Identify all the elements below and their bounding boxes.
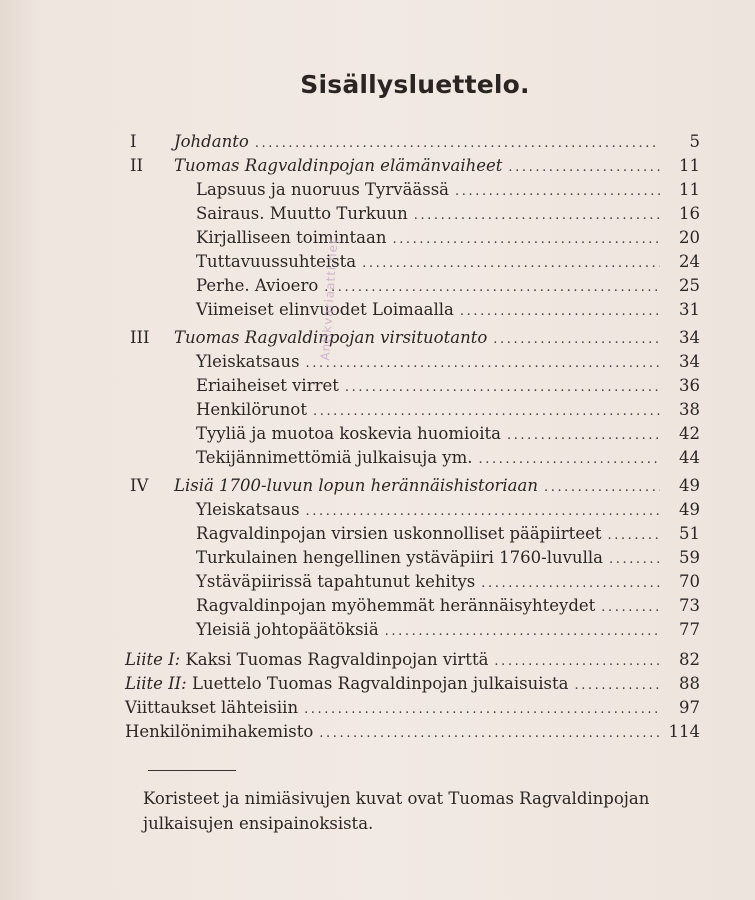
dot-leader: [574, 674, 660, 698]
toc-entry: [125, 672, 700, 696]
entry-text: Turkulainen hengellinen ystäväpiiri 1760-luvulla: [196, 548, 603, 567]
dot-leader: [385, 620, 660, 644]
watermark: Antikvariaatti.net: [318, 237, 341, 361]
page-number: 25: [679, 276, 700, 295]
appendix-label: Liite I:: [125, 650, 181, 669]
dot-leader: [313, 400, 660, 424]
toc-entry: [196, 298, 700, 322]
toc-entry: [196, 250, 700, 274]
page-number: 38: [679, 400, 700, 419]
page-number: 59: [679, 548, 700, 567]
dot-leader: [479, 448, 661, 472]
footnote-text: Koristeet ja nimiäsivujen kuvat ovat Tuomas Ragvaldinpojan julkaisujen ensipainoksista.: [143, 789, 650, 833]
dot-leader: [324, 276, 660, 300]
section-title: [196, 546, 603, 570]
entry-text: Tekijännimettömiä julkaisuja ym.: [196, 448, 473, 467]
dot-leader: [508, 156, 660, 180]
entry-text: Kaksi Tuomas Ragvaldinpojan virttä: [185, 650, 489, 669]
page-number: 11: [679, 180, 700, 199]
toc-entry: [196, 398, 700, 422]
entry-text: Eriaiheiset virret: [196, 376, 339, 395]
chapter-number: I: [130, 132, 137, 151]
dot-leader: [255, 132, 660, 156]
footnote-divider: [148, 770, 236, 771]
dot-leader: [607, 524, 660, 548]
entry-text: Tuttavuussuhteista: [196, 252, 357, 271]
section-title: [196, 374, 339, 398]
page-number: 11: [679, 156, 700, 175]
entry-text: Tuomas Ragvaldinpojan elämänvaiheet: [174, 156, 503, 175]
entry-text: Henkilönimihakemisto: [125, 722, 314, 741]
entry-text: Henkilörunot: [196, 400, 307, 419]
dot-leader: [306, 352, 660, 376]
section-title: [196, 498, 300, 522]
section-title: [196, 618, 379, 642]
toc-entry: [196, 498, 700, 522]
page-number: 20: [679, 228, 700, 247]
dot-leader: [544, 476, 660, 500]
page-number: 82: [679, 650, 700, 669]
dot-leader: [392, 228, 660, 252]
section-title: [196, 350, 300, 374]
dot-leader: [609, 548, 660, 572]
chapter-number: IV: [130, 476, 149, 495]
entry-text: Yleisiä johtopäätöksiä: [196, 620, 379, 639]
section-title: [196, 446, 473, 470]
page-number: 5: [689, 132, 700, 151]
dot-leader: [414, 204, 660, 228]
entry-text: Sairaus. Muutto Turkuun: [196, 204, 408, 223]
dot-leader: [306, 500, 660, 524]
toc-entry: [196, 202, 700, 226]
entry-text: Perhe. Avioero: [196, 276, 319, 295]
section-title: [125, 720, 313, 744]
chapter-number: II: [130, 156, 144, 175]
dot-leader: [494, 650, 660, 674]
toc-entry: [125, 696, 700, 720]
section-title: [196, 422, 501, 446]
toc-entry: [130, 154, 700, 178]
entry-text: Ragvaldinpojan virsien uskonnolliset pääpiirteet: [196, 524, 602, 543]
dot-leader: [507, 424, 660, 448]
dot-leader: [345, 376, 660, 400]
chapter-title: [174, 154, 502, 178]
chapter-title: [174, 130, 249, 154]
entry-text: Kirjalliseen toimintaan: [196, 228, 387, 247]
entry-text: Lapsuus ja nuoruus Tyrväässä: [196, 180, 450, 199]
section-title: [196, 594, 595, 618]
toc-entry: [130, 130, 700, 154]
section-title: [196, 226, 386, 250]
page-number: 44: [679, 448, 700, 467]
page-number: 77: [679, 620, 700, 639]
toc-entry: [196, 522, 700, 546]
section-title: [196, 274, 318, 298]
toc-entry: [130, 326, 700, 350]
dot-leader: [481, 572, 660, 596]
page-number: 73: [679, 596, 700, 615]
dot-leader: [460, 300, 660, 324]
dot-leader: [304, 698, 660, 722]
chapter-title: [174, 474, 538, 498]
entry-text: Yleiskatsaus: [196, 352, 300, 371]
section-title: [196, 202, 408, 226]
entry-text: Johdanto: [174, 132, 249, 151]
section-title: [196, 178, 449, 202]
section-title: [196, 398, 307, 422]
page-number: 16: [679, 204, 700, 223]
page-number: 34: [679, 328, 700, 347]
page-number: 31: [679, 300, 700, 319]
entry-text: Ragvaldinpojan myöhemmät herännäisyhteydet: [196, 596, 596, 615]
page-number: 97: [679, 698, 700, 717]
page-number: 36: [679, 376, 700, 395]
section-title: [196, 570, 475, 594]
dot-leader: [601, 596, 660, 620]
page-number: 24: [679, 252, 700, 271]
page-number: 70: [679, 572, 700, 591]
page-number: 49: [679, 500, 700, 519]
entry-text: Tuomas Ragvaldinpojan virsituotanto: [174, 328, 488, 347]
entry-text: Luettelo Tuomas Ragvaldinpojan julkaisuista: [192, 674, 569, 693]
toc-entry: [196, 226, 700, 250]
page-number: 88: [679, 674, 700, 693]
toc-entry: [196, 274, 700, 298]
section-title: [125, 696, 298, 720]
toc-entry: [196, 350, 700, 374]
entry-text: Viimeiset elinvuodet Loimaalla: [196, 300, 454, 319]
appendix-label: Liite II:: [125, 674, 187, 693]
dot-leader: [362, 252, 660, 276]
page-number: 49: [679, 476, 700, 495]
entry-text: Yleiskatsaus: [196, 500, 300, 519]
page-number: 114: [668, 722, 700, 741]
toc-entry: [196, 178, 700, 202]
entry-text: Ystäväpiirissä tapahtunut kehitys: [196, 572, 476, 591]
toc-entry: [196, 374, 700, 398]
toc-entry: [130, 474, 700, 498]
toc-entry: [196, 594, 700, 618]
toc-entry: [125, 720, 700, 744]
entry-text: Lisiä 1700-luvun lopun herännäishistoriaan: [174, 476, 538, 495]
dot-leader: [493, 328, 660, 352]
page-title: Sisällysluettelo.: [300, 70, 530, 99]
toc-entry: [196, 618, 700, 642]
toc-entry: [196, 422, 700, 446]
section-title: [125, 672, 568, 696]
toc-entry: [196, 446, 700, 470]
dot-leader: [455, 180, 660, 204]
page-number: 42: [679, 424, 700, 443]
section-title: [125, 648, 488, 672]
toc-entry: [125, 648, 700, 672]
page-number: 34: [679, 352, 700, 371]
toc-entry: [196, 570, 700, 594]
chapter-number: III: [130, 328, 150, 347]
entry-text: Tyyliä ja muotoa koskevia huomioita: [196, 424, 501, 443]
section-title: [196, 522, 601, 546]
page-number: 51: [679, 524, 700, 543]
toc-entry: [196, 546, 700, 570]
entry-text: Viittaukset lähteisiin: [125, 698, 299, 717]
dot-leader: [319, 722, 660, 746]
